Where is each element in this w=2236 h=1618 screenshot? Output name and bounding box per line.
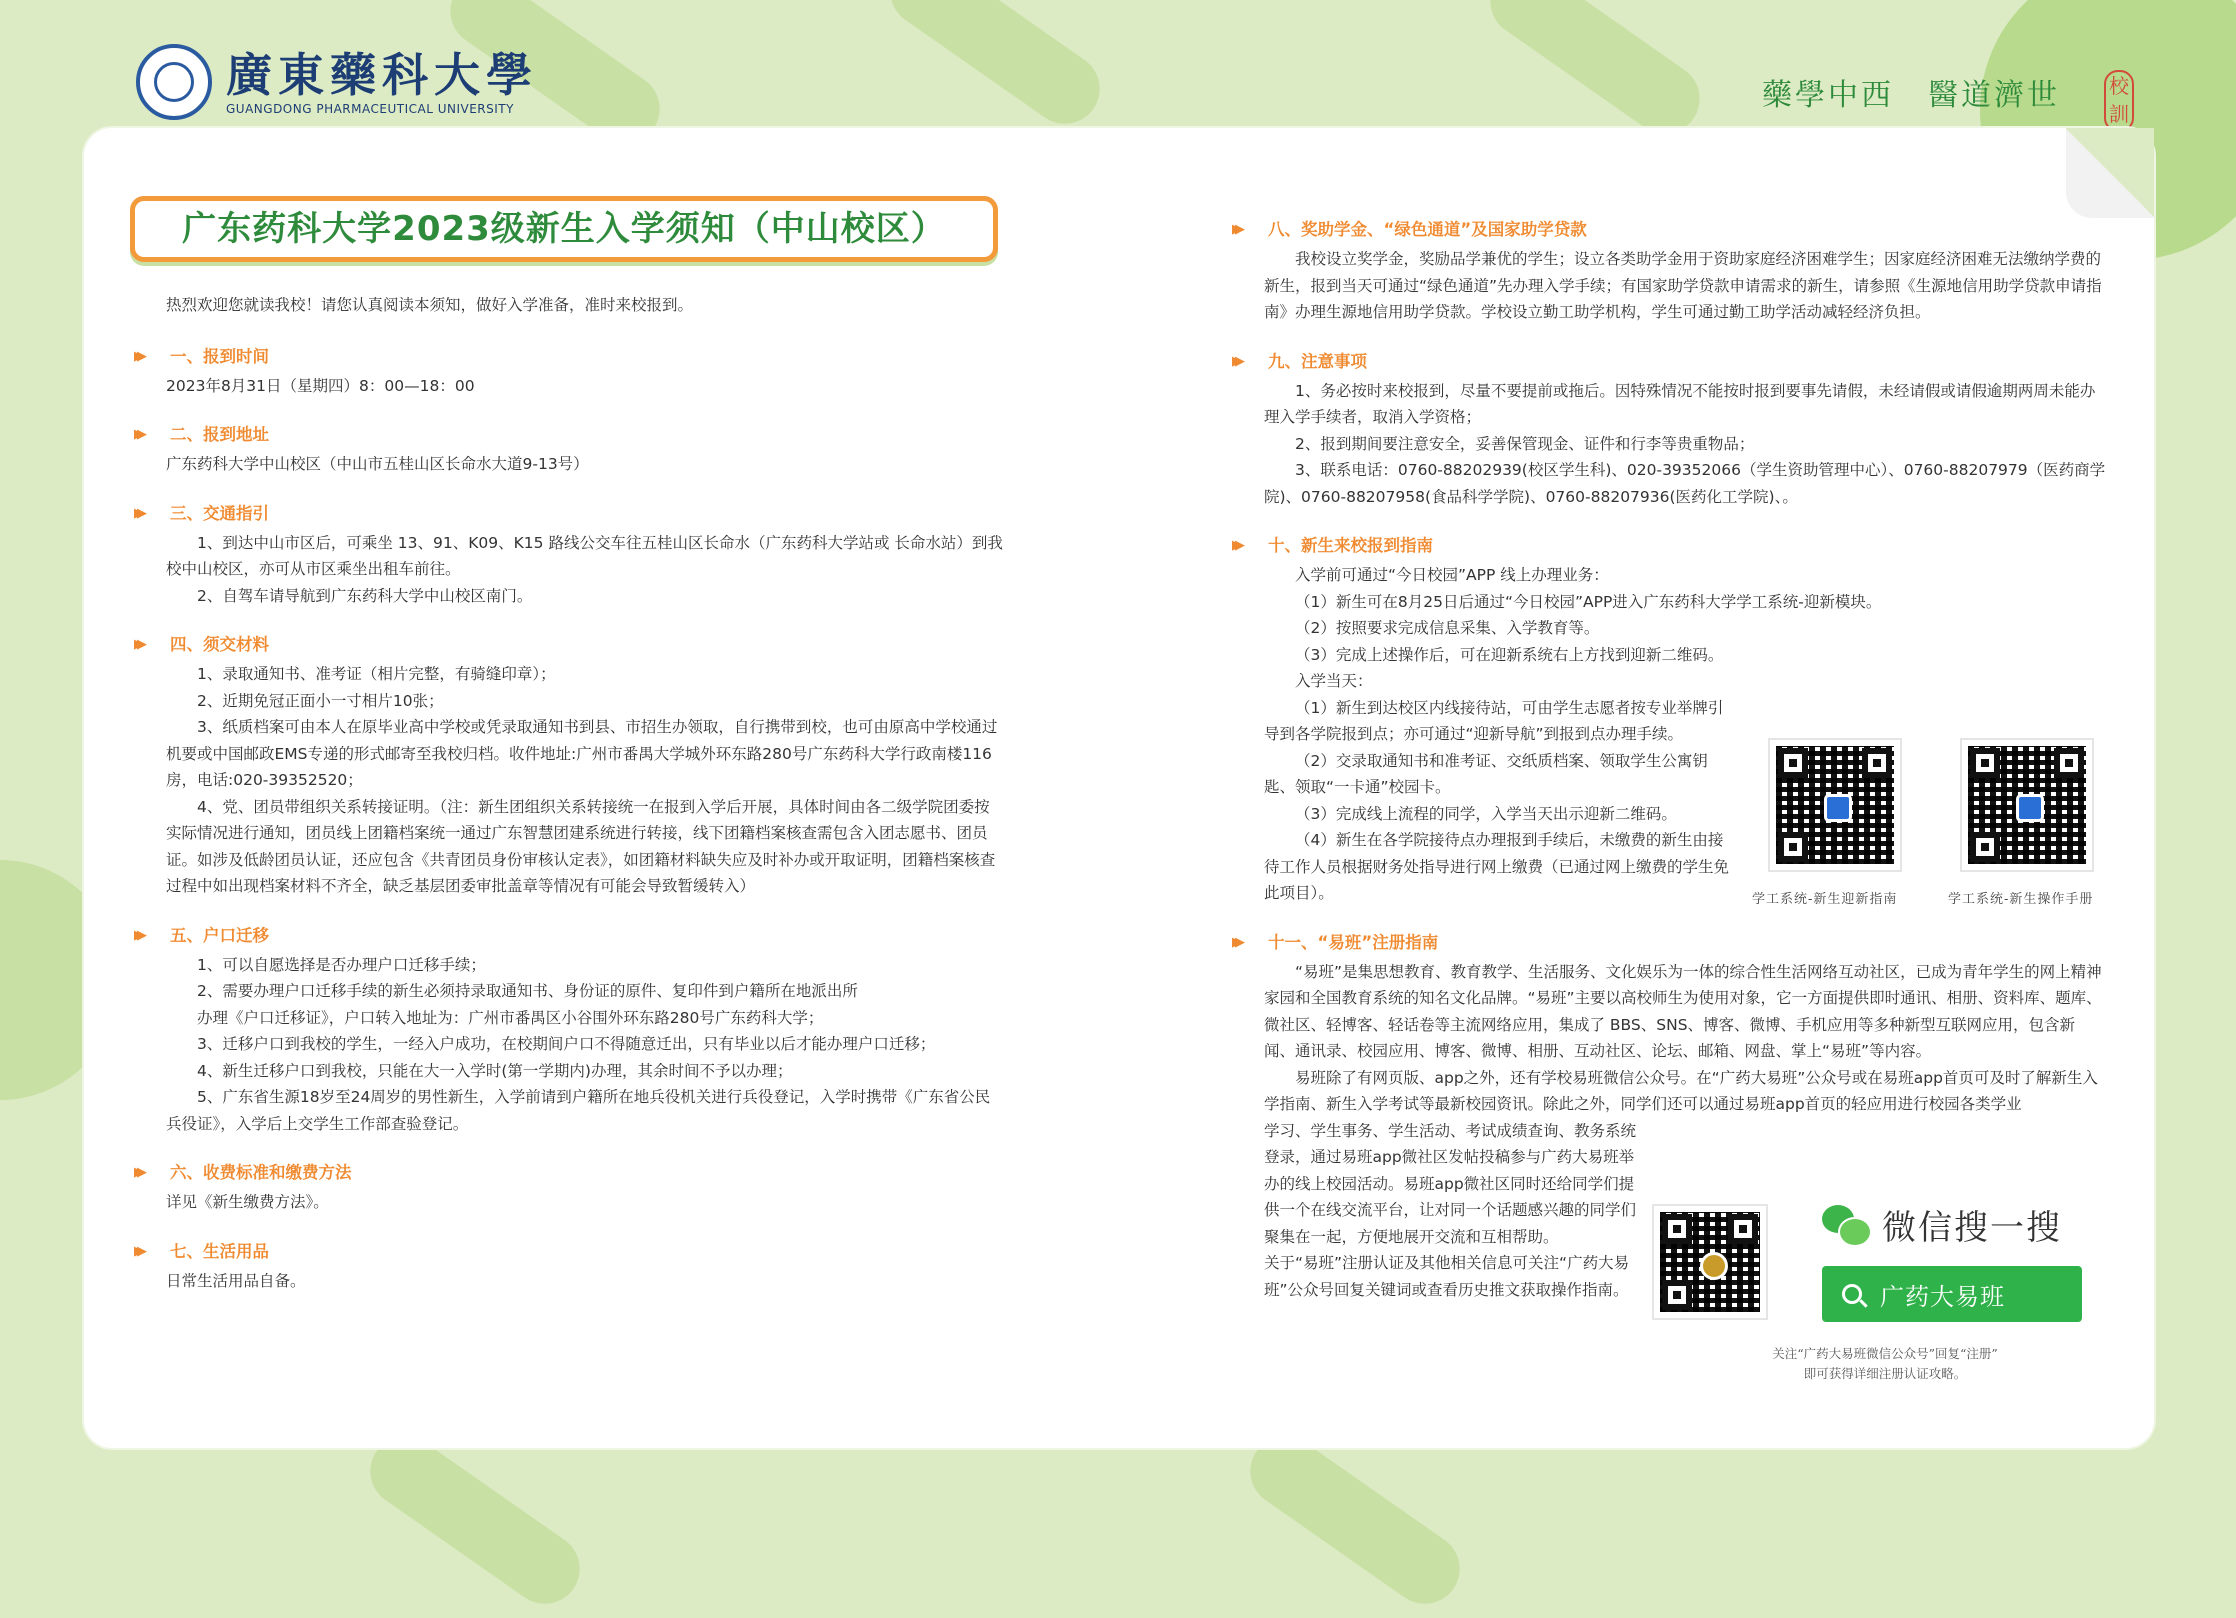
section-paragraph: 入学当天： bbox=[1295, 672, 1373, 690]
section-heading: ▶▶ 十一、“易班”注册指南 bbox=[1232, 929, 2106, 957]
section-paragraph: 日常生活用品自备。 bbox=[166, 1271, 306, 1290]
wechat-search-term: 广药大易班 bbox=[1880, 1282, 2005, 1311]
wechat-search-header bbox=[1822, 1200, 2062, 1249]
section-paragraph: 我校设立奖学金，奖励品学兼优的学生；设立各类助学金用于资助家庭经济困难学生；因家庭经济困难无法缴纳学费的新生，报到当天可通过“绿色通道”先办理入学手续；有国家助学贷款申请需求的新生，请参照《生源地信用助学贷款申请指南》办理生源地信用助学贷款。学校设立勤工助学机构，学生可通过勤工助学活动减轻经济负担。 bbox=[1264, 250, 2102, 321]
section-7 bbox=[134, 1238, 1004, 1295]
section-scholarship bbox=[1232, 216, 2106, 326]
section-paragraph: （3）完成上述操作后，可在迎新系统右上方找到迎新二维码。 bbox=[1295, 645, 1724, 664]
section-paragraph: 2、需要办理户口迁移手续的新生必须持录取通知书、身份证的原件、复印件到户籍所在地派出所 bbox=[197, 982, 858, 1000]
section-heading: ▶▶ 三、交通指引 bbox=[134, 500, 1004, 528]
wechat-note-line: 关注“广药大易班微信公众号”回复“注册” bbox=[1772, 1346, 1998, 1361]
section-paragraph: 办理《户口迁移证》，户口转入地址为：广州市番禺区小谷围外环东路280号广东药科大学； bbox=[197, 1008, 824, 1027]
section-paragraph: 3、联系电话：0760-88202939(校区学生科)、020-39352066（学生资助管理中心）、0760-88207979（医药商学院)、0760-88207958(食品科学学院)、0760-88207936(医药化工学院)、。 bbox=[1264, 461, 2106, 506]
section-paragraph: 1、到达中山市区后，可乘坐 13、91、K09、K15 路线公交车往五桂山区长命水（广东药科大学站或 长命水站）到我校中山校区，亦可从市区乘坐出租车前往。 bbox=[166, 533, 1003, 578]
section-paragraph: 3、纸质档案可由本人在原毕业高中学校或凭录取通知书到县、市招生办领取，自行携带到校，也可由原高中学校通过机要或中国邮政EMS专递的形式邮寄至我校归档。收件地址:广州市番禺大学城外环东路280号广东药科大学行政南楼116房，电话:020-39352520； bbox=[166, 718, 998, 789]
university-logo bbox=[136, 44, 538, 120]
section-heading: ▶▶ 七、生活用品 bbox=[134, 1238, 1004, 1266]
section-paragraph: 易班除了有网页版、app之外，还有学校易班微信公众号。在“广药大易班”公众号或在易班app首页可及时了解新生入学指南、新生入学考试等最新校园资讯。除此之外，同学们还可以通过易班app首页的轻应用进行校园各类学业 bbox=[1264, 1068, 2098, 1113]
section-paragraph: 2、自驾车请导航到广东药科大学中山校区南门。 bbox=[197, 586, 533, 605]
section-paragraph: 4、党、团员带组织关系转接证明。（注：新生团组织关系转接统一在报到入学后开展，具体时间由各二级学院团委按实际情况进行通知，团员线上团籍档案统一通过广东智慧团建系统进行转接，线下团籍档案核查需包含入团志愿书、团员证。如涉及低龄团员认证，还应包含《共青团员身份审核认定表》，如团籍材料缺失应及时补办或开取证明，团籍档案核查过程中如出现档案材料不齐全，缺乏基层团委审批盖章等情况有可能会导致暂缓转入） bbox=[166, 797, 996, 895]
section-paragraph: 2、近期免冠正面小一寸相片10张； bbox=[197, 691, 444, 710]
section-6 bbox=[134, 1159, 1004, 1216]
section-notes bbox=[1232, 348, 2106, 511]
section-paragraph: 2023年8月31日（星期四）8：00—18：00 bbox=[166, 376, 475, 395]
section-paragraph: 关于“易班”注册认证及其他相关信息可关注“广药大易班”公众号回复关键词或查看历史推文获取操作指南。 bbox=[1264, 1254, 1630, 1299]
university-name-en: GUANGDONG PHARMACEUTICAL UNIVERSITY bbox=[226, 102, 514, 116]
page-title: 广东药科大学2023级新生入学须知（中山校区） bbox=[182, 209, 946, 249]
app-logo-icon bbox=[1824, 794, 1852, 822]
section-paragraph: 2、报到期间要注意安全，妥善保管现金、证件和行李等贵重物品； bbox=[1295, 434, 1755, 453]
section-paragraph: 详见《新生缴费方法》。 bbox=[166, 1193, 329, 1211]
section-heading: ▶▶ 八、奖助学金、“绿色通道”及国家助学贷款 bbox=[1232, 216, 2106, 244]
motto-tag: 校訓 bbox=[2104, 70, 2134, 132]
qr-code-operation-manual[interactable] bbox=[1962, 740, 2092, 870]
qr-code-yiban-wechat[interactable] bbox=[1654, 1206, 1766, 1318]
section-5 bbox=[134, 922, 1004, 1138]
bg-stripe bbox=[357, 1423, 594, 1618]
left-sections bbox=[134, 343, 1004, 1295]
section-paragraph: 3、迁移户口到我校的学生，一经入户成功，在校期间户口不得随意迁出，只有毕业以后才能办理户口迁移； bbox=[197, 1035, 936, 1053]
section-paragraph: 4、新生迁移户口到我校，只能在大一入学时(第一学期内)办理，其余时间不予以办理； bbox=[197, 1061, 793, 1080]
university-name-cn: 廣東藥科大學 bbox=[226, 48, 538, 102]
bg-stripe bbox=[877, 0, 1114, 137]
wechat-note-line: 即可获得详细注册认证攻略。 bbox=[1803, 1366, 1967, 1381]
qr-code-checkin-guide[interactable] bbox=[1770, 740, 1900, 870]
section-heading: ▶▶ 十、新生来校报到指南 bbox=[1232, 532, 2106, 560]
section-paragraph: 1、务必按时来校报到，尽量不要提前或拖后。因特殊情况不能按时报到要事先请假，未经请假或请假逾期两周未能办理入学手续者，取消入学资格； bbox=[1264, 381, 2096, 426]
wechat-search-title: 微信搜一搜 bbox=[1882, 1208, 2062, 1248]
section-heading: ▶▶ 六、收费标准和缴费方法 bbox=[134, 1159, 1004, 1187]
section-paragraph: 学习、学生事务、学生活动、考试成绩查询、教务系统登录，通过易班app微社区发帖投稿参与广药大易班举办的线上校园活动。易班app微社区同时还给同学们提供一个在线交流平台，让对同一个话题感兴趣的同学们聚集在一起，方便地展开交流和互相帮助。 bbox=[1264, 1121, 1637, 1246]
section-paragraph: “易班”是集思想教育、教育教学、生活服务、文化娱乐为一体的综合性生活网络互动社区，已成为青年学生的网上精神家园和全国教育系统的知名文化品牌。“易班”主要以高校师生为使用对象，它一方面提供即时通讯、相册、资料库、题库、微社区、轻博客、轻话卷等主流网络应用，集成了 BBS、SNS、博客、微博、手机应用等多种新型互联网应用，包含新闻、通讯录、校园应用、博客、微博、相册、互动社区、论坛、邮箱、网盘、掌上“易班”等内容。 bbox=[1264, 962, 2102, 1060]
title-box bbox=[130, 196, 998, 262]
university-seal-icon bbox=[136, 44, 212, 120]
section-paragraph: 5、广东省生源18岁至24周岁的男性新生，入学前请到户籍所在地兵役机关进行兵役登记，入学时携带《广东省公民兵役证》，入学后上交学生工作部查验登记。 bbox=[166, 1088, 991, 1133]
section-paragraph: （4）新生在各学院接待点办理报到手续后，未缴费的新生由接待工作人员根据财务处指导进行网上缴费（已通过网上缴费的学生免此项目）。 bbox=[1264, 831, 1730, 902]
section-paragraph: （1）新生可在8月25日后通过“今日校园”APP进入广东药科大学学工系统-迎新模块。 bbox=[1295, 592, 1882, 611]
wechat-icon bbox=[1822, 1205, 1870, 1245]
section-paragraph: （2）按照要求完成信息采集、入学教育等。 bbox=[1295, 619, 1600, 637]
section-paragraph: （2）交录取通知书和准考证、交纸质档案、领取学生公寓钥匙、领取“一卡通”校园卡。 bbox=[1264, 751, 1708, 796]
section-paragraph: 1、录取通知书、准考证（相片完整，有骑缝印章）； bbox=[197, 665, 556, 683]
qr-caption: 学工系统-新生操作手册 bbox=[1948, 892, 2094, 907]
section-paragraph: 入学前可通过“今日校园”APP 线上办理业务： bbox=[1295, 566, 1609, 584]
qr-caption: 学工系统-新生迎新指南 bbox=[1752, 892, 1898, 907]
university-badge-icon bbox=[1700, 1252, 1728, 1280]
bg-stripe bbox=[1477, 0, 1714, 147]
section-paragraph: （3）完成线上流程的同学，入学当天出示迎新二维码。 bbox=[1295, 804, 1677, 823]
wechat-note bbox=[1690, 1344, 2080, 1384]
section-heading: ▶▶ 五、户口迁移 bbox=[134, 922, 1004, 950]
app-logo-icon bbox=[2016, 794, 2044, 822]
intro-text: 热烈欢迎您就读我校！请您认真阅读本须知，做好入学准备，准时来校报到。 bbox=[166, 296, 694, 314]
section-paragraph: 广东药科大学中山校区（中山市五桂山区长命水大道9-13号） bbox=[166, 455, 589, 473]
section-heading: ▶▶ 一、报到时间 bbox=[134, 343, 1004, 371]
section-2 bbox=[134, 421, 1004, 478]
left-column bbox=[134, 292, 1004, 1316]
motto-part-2: 醫道濟世 bbox=[1928, 78, 2060, 113]
section-1 bbox=[134, 343, 1004, 400]
wechat-search-box[interactable] bbox=[1822, 1266, 2082, 1322]
bg-stripe bbox=[1237, 1423, 1474, 1618]
section-heading: ▶▶ 九、注意事项 bbox=[1232, 348, 2106, 376]
search-icon bbox=[1842, 1284, 1862, 1304]
section-heading: ▶▶ 二、报到地址 bbox=[134, 421, 1004, 449]
section-paragraph: 1、可以自愿选择是否办理户口迁移手续； bbox=[197, 955, 486, 974]
section-heading: ▶▶ 四、须交材料 bbox=[134, 631, 1004, 659]
section-4 bbox=[134, 631, 1004, 900]
section-3 bbox=[134, 500, 1004, 610]
school-motto bbox=[1762, 70, 2094, 114]
section-paragraph: （1）新生到达校区内线接待站，可由学生志愿者按专业举牌引导到各学院报到点；亦可通过“迎新导航”到报到点办理手续。 bbox=[1264, 698, 1724, 743]
motto-part-1: 藥學中西 bbox=[1762, 78, 1894, 113]
paper-fold-corner bbox=[2066, 128, 2154, 218]
